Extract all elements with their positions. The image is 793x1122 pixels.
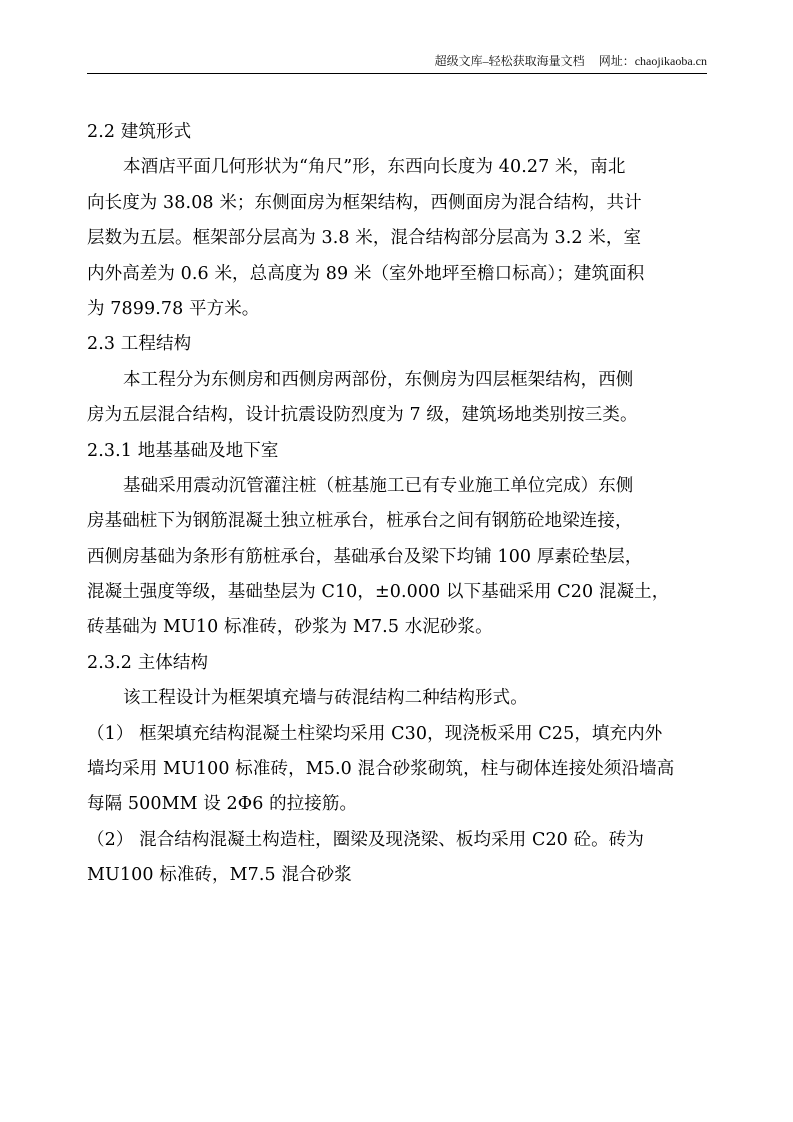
header-site-url: 网址：chaojikaoba.cn	[598, 54, 707, 68]
header-site-name: 超级文库–轻松获取海量文档	[434, 54, 585, 68]
section-heading-2-3: 2.3 工程结构	[87, 334, 192, 355]
paragraph-line: 房为五层混合结构，设计抗震设防烈度为 7 级，建筑场地类别按三类。	[87, 405, 638, 426]
paragraph-line: 本工程分为东侧房和西侧房两部份，东侧房为四层框架结构，西侧	[123, 369, 634, 390]
paragraph-line: 房基础桩下为钢筋混凝土独立桩承台，桩承台之间有钢筋砼地梁连接，	[87, 511, 633, 532]
paragraph-line: 为 7899.78 平方米。	[87, 298, 260, 319]
list-item-2: （2） 混合结构混凝土构造柱，圈梁及现浇梁、板均采用 C20 砼。砖为	[87, 829, 644, 850]
paragraph-line: 本酒店平面几何形状为“角尺”形，东西向长度为 40.27 米，南北	[123, 157, 626, 178]
section-heading-2-3-2: 2.3.2 主体结构	[87, 652, 209, 673]
section-heading-2-2: 2.2 建筑形式	[87, 122, 192, 142]
paragraph-line: 西侧房基础为条形有筋桩承台，基础承台及梁下均铺 100 厚素砼垫层，	[87, 546, 643, 567]
section-heading-2-3-1: 2.3.1 地基基础及地下室	[87, 440, 279, 461]
paragraph-line: 墙均采用 MU100 标准砖，M5.0 混合砂浆砌筑，柱与砌体连接处须沿墙高	[87, 759, 675, 780]
paragraph-line: 基础采用震动沉管灌注桩（桩基施工已有专业施工单位完成）东侧	[123, 475, 634, 496]
paragraph-line: 向长度为 38.08 米；东侧面房为框架结构，西侧面房为混合结构，共计	[87, 192, 642, 213]
paragraph-line: 层数为五层。框架部分层高为 3.8 米，混合结构部分层高为 3.2 米，室	[87, 228, 642, 249]
paragraph-line: 内外高差为 0.6 米，总高度为 89 米（室外地坪至檐口标高）；建筑面积	[87, 263, 645, 284]
paragraph-line: 该工程设计为框架填充墙与砖混结构二种结构形式。	[123, 688, 528, 709]
page-header	[87, 52, 707, 74]
paragraph-line: 每隔 500MM 设 2Φ6 的拉接筋。	[87, 794, 358, 815]
paragraph-line: MU100 标准砖，M7.5 混合砂浆	[87, 865, 352, 886]
paragraph-line: 砖基础为 MU10 标准砖，砂浆为 M7.5 水泥砂浆。	[87, 617, 493, 638]
list-item-1: （1） 框架填充结构混凝土柱梁均采用 C30，现浇板采用 C25，填充内外	[87, 723, 663, 744]
paragraph-line: 混凝土强度等级，基础垫层为 C10，±0.000 以下基础采用 C20 混凝土，	[87, 582, 670, 603]
document-body	[87, 115, 712, 894]
